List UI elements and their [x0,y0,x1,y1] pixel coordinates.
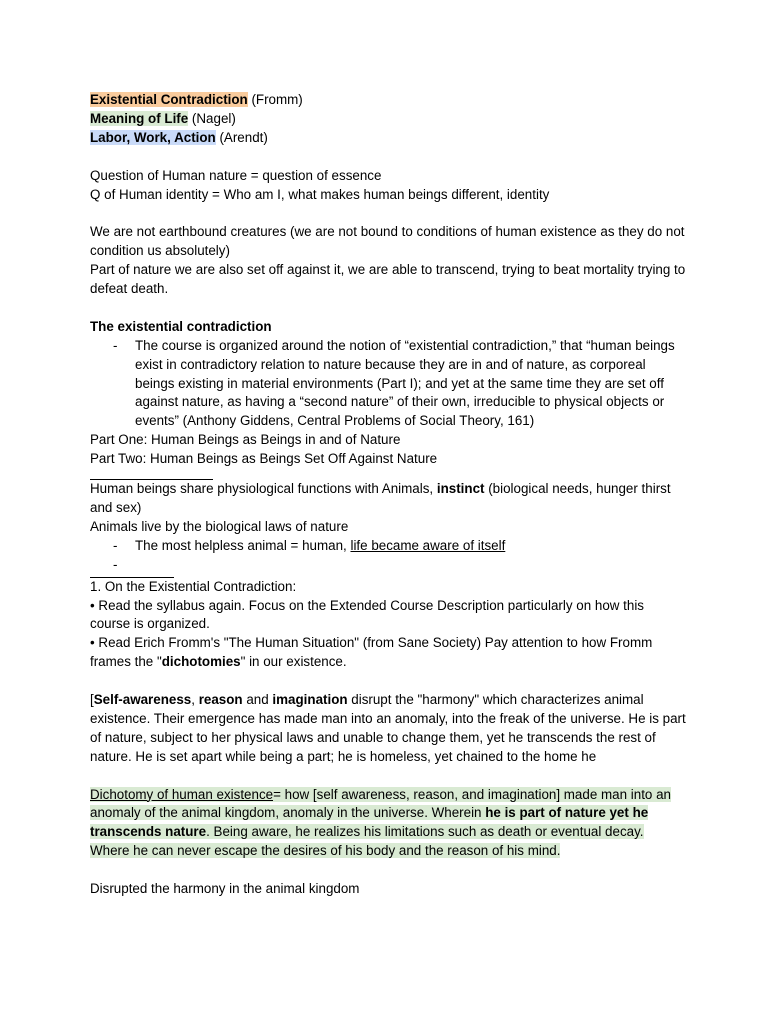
reading-text: • Read Erich Fromm's "The Human Situation" (from Sane Society) Pay attention to how Fromm frames the " [90,635,653,670]
title-meaning-of-life [90,110,686,129]
title-main: Labor, Work, Action [90,129,216,145]
quote-text: and [242,692,273,708]
underlined-phrase: life became aware of itself [350,537,506,553]
part-one: Part One: Human Beings as Beings in and of Nature [90,432,401,448]
closing-line: Disrupted the harmony in the animal kingdom [90,881,360,897]
list-item [90,537,686,556]
intro-line: Q of Human identity = Who am I, what makes human beings different, identity [90,186,550,202]
reading-item: • Read the syllabus again. Focus on the Extended Course Description particularly on how this course is organized. [90,597,645,632]
list-item-text: The most helpless animal = human, [135,537,351,553]
bullet-dash: - [113,337,118,353]
reason-term: reason [198,692,243,708]
quote-text: , [191,692,199,708]
animals-laws: Animals live by the biological laws of nature [90,518,349,534]
bullet-dash: - [113,537,118,553]
title-labor-work-action [90,129,686,148]
dichotomy-term: Dichotomy of human existence [90,786,274,802]
animals-text: (biological needs, hunger thirst and sex) [90,481,671,515]
list-item [90,337,686,432]
imagination-term: imagination [272,692,348,708]
animals-paragraph [90,480,686,518]
part-two: Part Two: Human Beings as Beings Set Off Against Nature [90,451,438,467]
title-main: Meaning of Life [90,110,189,126]
title-author: (Nagel) [188,110,236,126]
dichotomy-text: = how [self awareness, reason, and imagination] made man into an anomaly of the animal kingdom, anomaly in the universe. Wherein [90,786,671,821]
dichotomy-text: . Being aware, he realizes his limitations such as death or eventual decay. Where he can never escape the desires of his body and the reason of his mind. [90,824,644,859]
intro-line: Question of Human nature = question of essence [90,167,382,183]
instinct-term: instinct [436,481,485,497]
reading-text: " in our existence. [240,654,347,670]
helpless-animal [135,537,686,556]
dichotomy-bold: he is part of nature yet he transcends nature [90,805,649,840]
title-main: Existential Contradiction [90,92,248,107]
title-author: (Arendt) [215,129,268,145]
title-author: (Fromm) [247,92,303,107]
section-heading: The existential contradiction [90,318,272,334]
quote-text: [ [90,692,94,708]
reading-item [90,634,686,672]
self-awareness-term: Self-awareness [93,692,192,708]
list-item-empty [90,556,686,575]
dichotomies-term: dichotomies [161,654,241,670]
title-existential-contradiction [90,91,686,110]
divider-line [90,469,213,480]
document-body [90,91,686,899]
transcend-paragraph: Part of nature we are also set off against it, we are able to transcend, trying to beat mortality trying to defeat death. [90,262,686,297]
bullet-dash: - [113,556,118,572]
earthbound-paragraph: We are not earthbound creatures (we are not bound to conditions of human existence as they do not condition us absolutely) [90,224,685,259]
reading-heading: 1. On the Existential Contradiction: [90,578,297,594]
giddens-quote: The course is organized around the notion of “existential contradiction,” that “human beings exist in contradictory relation to nature because they are in and of nature, as corporeal beings existing in material environments (Part I); and yet at the same time they are set off against nature, as having a “second nature” of their own, irreducible to physical objects or events” (Anthony Giddens, Central Problems of Social Theory, 161) [135,337,675,429]
animals-text: Human beings share physiological functions with Animals, [90,481,437,497]
dichotomy-paragraph [90,786,686,862]
quote-text: disrupt the "harmony" which characterizes animal existence. Their emergence has made man into an anomaly, into the freak of the universe. He is part of nature, subject to her physical laws and unable to change them, yet he transcends the rest of nature. He is set apart while being a part; he is homeless, yet chained to the home he [90,692,686,764]
fromm-quote [90,691,686,767]
